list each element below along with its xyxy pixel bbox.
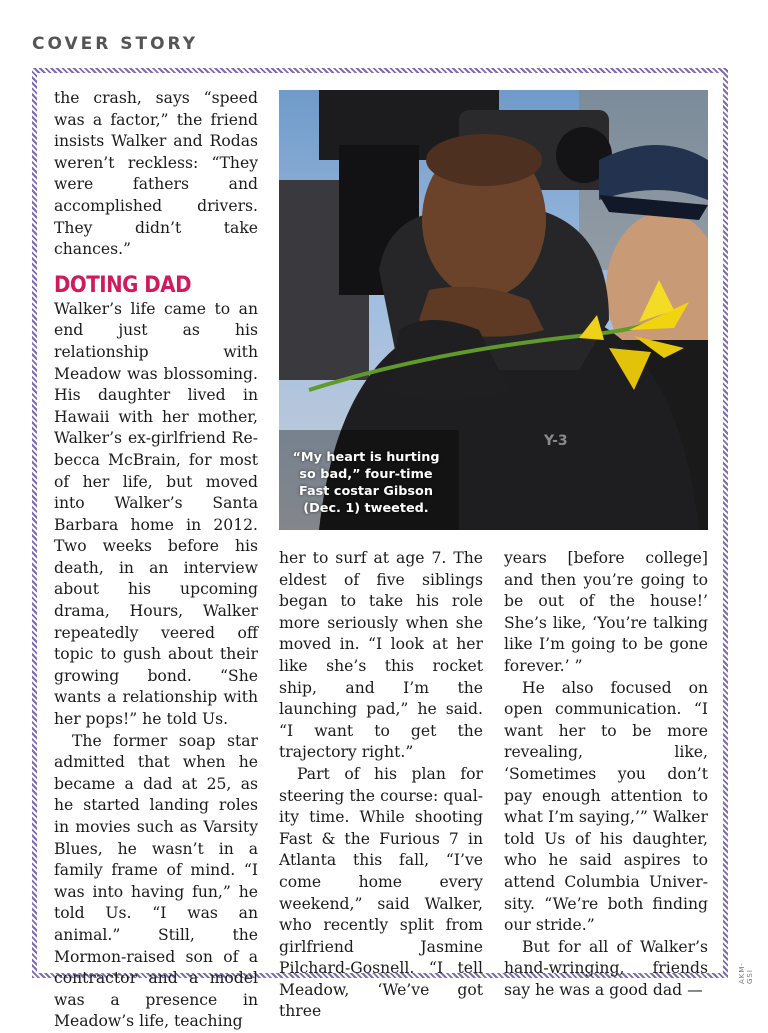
article-column-2: [279, 548, 483, 1023]
photo-credit: AKM-GSI: [738, 962, 754, 984]
paragraph: years [before college] and then you’re going to be out of the house!’ She’s like, ‘You’re talking like I’m going to be gone forever.’ ”: [504, 549, 708, 675]
paragraph: But for all of Walker’s hand-wringing, friends say he was a good dad —: [504, 937, 708, 999]
paragraph: her to surf at age 7. The eldest of five siblings began to take his role more seriously when she moved in. “I look at her like she’s this rocket ship, and I’m the launching pad,” he said. “I want to get the trajectory right.”: [279, 549, 483, 762]
shirt-logo-text: Y-3: [544, 433, 568, 449]
paragraph: Walker’s life came to an end just as his relationship with Meadow was blossoming. His daughter lived in Hawaii with her mother, Walker’s ex-girlfriend Rebecca McBrain, for most of her life, but moved into Walker’s Santa Barbara home in 2012. Two weeks before his death, in an interview about his upcoming drama, Hours, Walker repeatedly veered off topic to gush about their growing bond. “She wants a relationship with her pops!” he told Us.: [54, 299, 258, 729]
lead-paragraph: the crash, says “speed was a factor,” the friend insists Walker and Rodas weren’t reckless: “They were fathers and accomplished drivers. They didn’t take chances.”: [54, 89, 258, 259]
subhead: DOTING DAD: [54, 272, 192, 298]
paragraph: He also focused on open communication. “I want her to be more revealing, like, ‘Sometimes you don’t pay enough attention to what I’m saying,’” Walker told Us of his daughter, who he said aspires to attend Columbia University. “We’re both finding our stride.”: [504, 678, 708, 935]
section-label: COVER STORY: [32, 34, 199, 54]
article-column-3: [504, 548, 708, 1001]
article-column-1: [54, 88, 258, 1033]
photo-caption: “My heart is hurting so bad,” four-time Fast costar Gibson (Dec. 1) tweeted.: [292, 450, 440, 516]
paragraph: Part of his plan for steering the course: quality time. While shooting Fast & the Furious 7 in Atlanta this fall, “I’ve come home every weekend,” said Walker, who recently split from girlfriend Jasmine Pilchard-Gosnell. “I tell Meadow, ‘We’ve got three: [279, 764, 483, 1021]
paragraph: The former soap star admitted that when he became a dad at 25, as he started landing roles in movies such as Varsity Blues, he wasn’t in a family frame of mind. “I was into having fun,” he told Us. “I was an animal.” Still, the Mormon-raised son of a contractor and a model was a presence in Meadow’s life, teaching: [54, 731, 258, 1031]
